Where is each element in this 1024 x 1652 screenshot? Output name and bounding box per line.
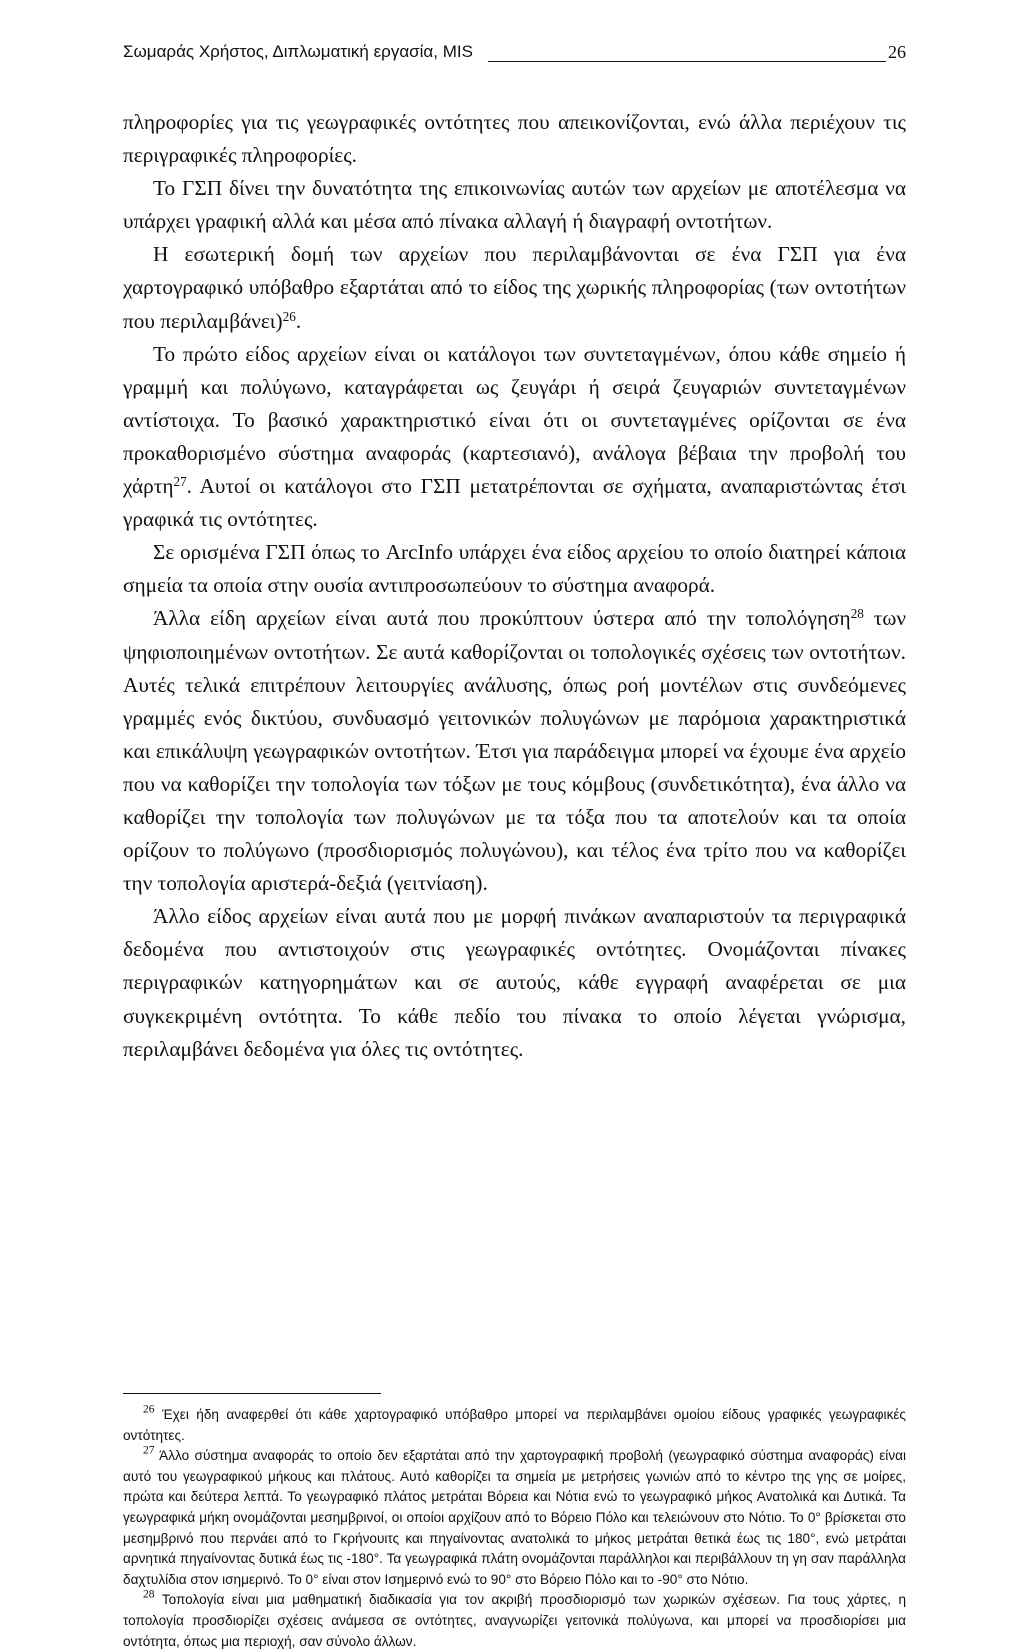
paragraph-3-text: Η εσωτερική δομή των αρχείων που περιλαμβάνονται σε ένα ΓΣΠ για ένα χαρτογραφικό υπόβαθρο εξαρτάται από το είδος της χωρικής πληροφορίας (των οντοτήτων που περιλαμβάνει) bbox=[123, 242, 906, 333]
paragraph-6-text-b: των ψηφιοποιημένων οντοτήτων. Σε αυτά καθορίζονται οι τοπολογικές σχέσεις των οντοτήτων. Αυτές τελικά επιτρέπουν λειτουργίες ανάλυσης, όπως ροή μοντέλων στις συνδεόμενες γραμμές ενός δικτύου, συνδυασμό γειτονικών πολυγώνων με παρόμοια χαρακτηριστικά και επικάλυψη γεωγραφικών οντοτήτων. Έτσι για παράδειγμα μπορεί να έχουμε ένα αρχείο που να καθορίζει την τοπολογία των τόξων με τους κόμβους (συνδετικότητα), ένα άλλο να καθορίζει την τοπολογία των πολυγώνων με τα τόξα που τα αποτελούν και τα οποία ορίζουν το πολύγωνο (προσδιορισμός πολυγώνου), και τέλος ένα τρίτο που να καθορίζει την τοπολογία αριστερά-δεξιά (γειτνίαση). bbox=[123, 606, 906, 896]
footnote-27 bbox=[123, 1443, 906, 1590]
page-number: 26 bbox=[888, 42, 906, 62]
footnote-ref-28[interactable]: 28 bbox=[850, 606, 864, 622]
footnote-separator bbox=[123, 1393, 381, 1394]
paragraph-6-text-a: Άλλα είδη αρχείων είναι αυτά που προκύπτουν ύστερα από την τοπολόγηση bbox=[153, 606, 851, 631]
paragraph-6 bbox=[123, 602, 906, 900]
paragraph-3-end: . bbox=[295, 308, 302, 333]
page-header bbox=[123, 38, 906, 66]
body-text bbox=[123, 106, 906, 1066]
paragraph-4-text-b: . Αυτοί οι κατάλογοι στο ΓΣΠ μετατρέπονται σε σχήματα, αναπαριστώντας έτσι γραφικά τις οντότητες. bbox=[123, 474, 906, 532]
footnotes bbox=[123, 1402, 907, 1652]
paragraph-4 bbox=[123, 338, 906, 537]
paragraph-2: Το ΓΣΠ δίνει την δυνατότητα της επικοινωνίας αυτών των αρχείων με αποτέλεσμα να υπάρχει γραφική αλλά και μέσα από πίνακα αλλαγή ή διαγραφή οντοτήτων. bbox=[123, 176, 906, 234]
paragraph-1: πληροφορίες για τις γεωγραφικές οντότητες που απεικονίζονται, ενώ άλλα περιέχουν τις περιγραφικές πληροφορίες. bbox=[123, 110, 906, 168]
header-rule bbox=[488, 61, 886, 62]
footnote-number: 28 bbox=[143, 1588, 155, 1601]
footnote-text: Άλλο σύστημα αναφοράς το οποίο δεν εξαρτάται από την χαρτογραφική προβολή (γεωγραφικό σύστημα αναφοράς) είναι αυτό του γεωγραφικού μήκους και πλάτους. Αυτό καθορίζει τα σημεία με μετρήσεις γωνιών από το κέντρο της γης σε μοίρες, πρώτα και δεύτερα λεπτά. Το γεωγραφικό πλάτος μετράται Βόρεια και Νότια ενώ το γεωγραφικό μήκος Ανατολικά και Δυτικά. Τα γεωγραφικά μήκη ονομάζονται μεσημβρινοί, οι οποίοι αρχίζουν από το Βόρειο Πόλο και τελειώνουν στο Νότιο. Το 0° βρίσκεται στο μεσημβρινό που περνάει από το Γκρήνουιτς και πηγαίνοντας ανατολικά το μήκος μετράται θετικά έως τις 180°, ενώ μετράται αρνητικά πηγαίνοντας δυτικά έως τις -180°. Τα γεωγραφικά πλάτη ονομάζονται παράλληλοι και περιβάλλουν τη γη σαν παράλληλα δαχτυλίδια στον ισημερινό. Το 0° είναι στον Ισημερινό ενώ το 90° στο Βόρειο Πόλο και το -90° στο Νότιο. bbox=[123, 1448, 906, 1587]
header-title: Σωμαράς Χρήστος, Διπλωματική εργασία, MIS bbox=[123, 42, 473, 61]
footnote-number: 26 bbox=[143, 1402, 155, 1416]
footnote-text: Έχει ήδη αναφερθεί ότι κάθε χαρτογραφικό υπόβαθρο μπορεί να περιλαμβάνει ομοίου είδους γραφικές γεωγραφικές οντότητες. bbox=[123, 1407, 906, 1443]
footnote-ref-27[interactable]: 27 bbox=[173, 473, 187, 489]
paragraph-5: Σε ορισμένα ΓΣΠ όπως το ArcInfo υπάρχει ένα είδος αρχείου το οποίο διατηρεί κάποια σημεία τα οποία στην ουσία αντιπροσωπεύουν το σύστημα αναφορά. bbox=[123, 540, 906, 598]
paragraph-7: Άλλο είδος αρχείων είναι αυτά που με μορφή πινάκων αναπαριστούν τα περιγραφικά δεδομένα που αντιστοιχούν στις γεωγραφικές οντότητες. Ονομάζονται πίνακες περιγραφικών κατηγορημάτων και σε αυτούς, κάθε εγγραφή αναφέρεται σε μια συγκεκριμένη οντότητα. Το κάθε πεδίο του πίνακα το οποίο λέγεται γνώρισμα, περιλαμβάνει δεδομένα για όλες τις οντότητες. bbox=[123, 904, 906, 1061]
footnote-26 bbox=[123, 1402, 906, 1446]
footnote-text: Τοπολογία είναι μια μαθηματική διαδικασία για τον ακριβή προσδιορισμό των χωρικών σχέσεων. Για τους χάρτες, η τοπολογία προσδιορίζει σχέσεις ανάμεσα σε οντότητες, αναγνωρίζει γειτονικά πολύγωνα, και μπορεί να προσδιορίσει μια οντότητα, όπως μια περιοχή, σαν σύνολο άλλων. bbox=[123, 1592, 907, 1649]
paragraph-4-text-a: Το πρώτο είδος αρχείων είναι οι κατάλογοι των συντεταγμένων, όπου κάθε σημείο ή γραμμή και πολύγωνο, καταγράφεται ως ζευγάρι ή σειρά ζευγαριών συντεταγμένων αντίστοιχα. Το βασικό χαρακτηριστικό είναι ότι οι συντεταγμένες ορίζονται σε ένα προκαθορισμένο σύστημα αναφοράς (καρτεσιανό), ανάλογα βέβαια την προβολή του χάρτη bbox=[123, 341, 906, 499]
paragraph-3 bbox=[123, 238, 906, 337]
footnote-ref-26[interactable]: 26 bbox=[282, 308, 296, 324]
footnote-number: 27 bbox=[143, 1443, 155, 1457]
footnote-28 bbox=[123, 1590, 906, 1652]
